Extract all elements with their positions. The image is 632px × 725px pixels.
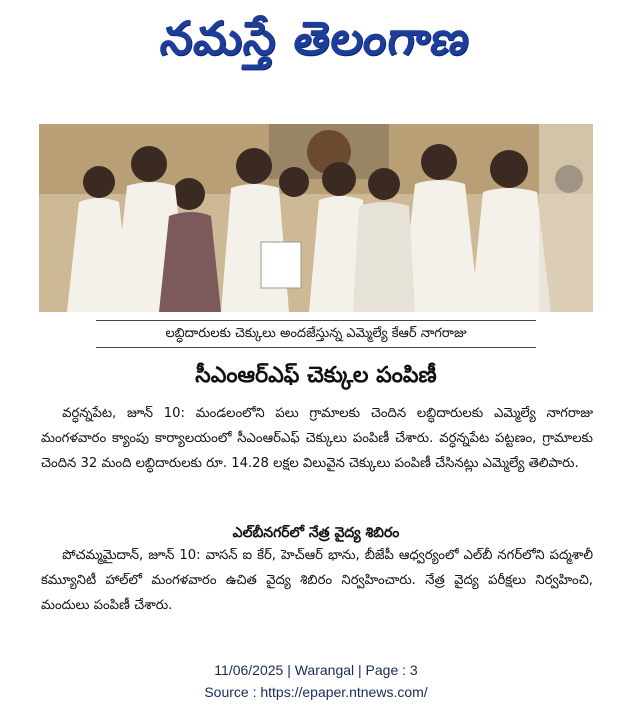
news-photo-graphic <box>39 124 593 312</box>
news-photo <box>39 124 593 312</box>
footer-source-line[interactable]: Source : https://epaper.ntnews.com/ <box>204 684 428 700</box>
article2-body: పోచమ్మమైదాన్, జూన్ 10: వాసన్ ఐ కేర్, హెచ్‌ఆర్ భాను, బీజేపీ ఆధ్వర్యంలో ఎల్‌బీ నగర్‌లోని పద్మశాలీ కమ్యూనిటీ హాల్‌లో మంగళవారం ఉచిత వైద్య శిబిరం నిర్వహించారు. నేత్ర వైద్య పరీక్షలు నిర్వహించి, మందులు పంపిణీ చేశారు. <box>41 548 593 613</box>
photo-caption: లబ్ధిదారులకు చెక్కులు అందజేస్తున్న ఎమ్మెల్యే కేఆర్ నాగరాజు <box>96 320 536 348</box>
footer-date-line: 11/06/2025 | Warangal | Page : 3 <box>214 662 418 678</box>
article2-headline: ఎల్‌బీనగర్‌లో నేత్ర వైద్య శిబిరం <box>232 525 400 541</box>
article-headline: సీఎంఆర్‌ఎఫ్ చెక్కుల పంపిణీ <box>195 363 437 388</box>
newspaper-logo: నమస్తే తెలంగాణ <box>157 11 475 65</box>
article-body: వర్ధన్నపేట, జూన్ 10: మండలంలోని పలు గ్రామాలకు చెందిన లబ్ధిదారులకు ఎమ్మెల్యే నాగరాజు మంగళవారం క్యాంపు కార్యాలయంలో సీఎంఆర్‌ఎఫ్ చెక్కులు పంపిణీ చేశారు. వర్ధన్నపేట పట్టణం, గ్రామాలకు చెందిన 32 మంది లబ్ధిదారులకు రూ. 14.28 లక్షల విలువైన చెక్కులు పంపిణీ చేసినట్లు ఎమ్మెల్యే తెలిపారు. <box>41 406 593 471</box>
masthead <box>0 4 632 72</box>
